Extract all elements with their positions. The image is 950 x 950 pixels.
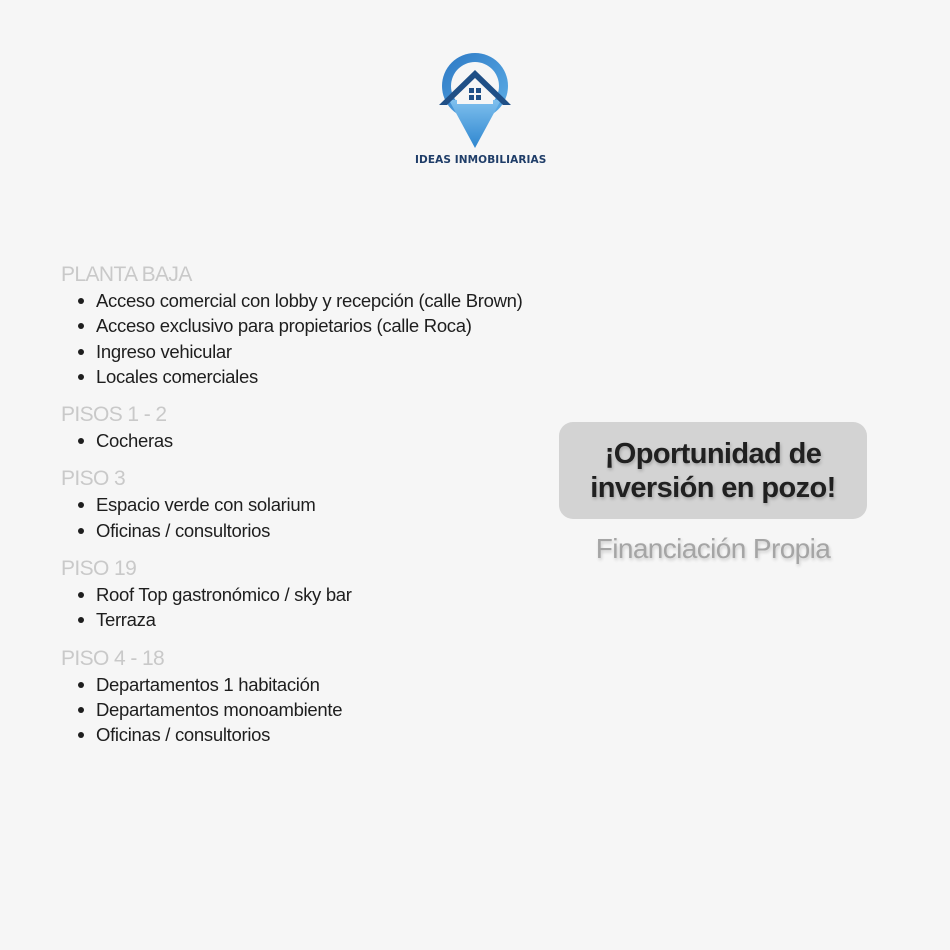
section-piso-3 [61,466,601,543]
feature-list [61,288,601,389]
feature-list [61,492,601,543]
section-title: PLANTA BAJA [61,263,192,286]
feature-list [61,428,601,453]
house-location-pin-icon [435,50,515,150]
feature-list [61,582,601,633]
list-item: Terraza [61,607,601,632]
list-item: Roof Top gastronómico / sky bar [61,582,601,607]
section-pisos-1-2 [61,402,601,453]
financing-subtitle: Financiación Propia [595,533,831,564]
section-piso-19 [61,556,601,633]
list-item: Ingreso vehicular [61,339,601,364]
list-item: Departamentos monoambiente [61,697,601,722]
brand-name: IDEAS INMOBILIARIAS [415,154,547,166]
section-title: PISOS 1 - 2 [61,403,167,427]
section-planta-baja [61,262,601,389]
logo [415,50,547,166]
feature-list [61,672,601,748]
headline-line-2: inversión en pozo! [590,471,836,504]
investment-opportunity-banner [559,422,867,519]
section-title: PISO 4 - 18 [61,646,165,670]
floor-sections [61,262,601,761]
list-item: Espacio verde con solarium [61,492,601,517]
list-item: Oficinas / consultorios [61,518,601,543]
banner-headline [590,437,835,505]
list-item: Locales comerciales [61,364,601,389]
list-item: Acceso comercial con lobby y recepción (calle Brown) [61,288,601,313]
section-title: PISO 3 [61,467,126,491]
list-item: Departamentos 1 habitación [61,672,601,697]
list-item: Cocheras [61,428,601,453]
section-piso-4-18 [61,646,601,748]
list-item: Oficinas / consultorios [61,722,601,747]
section-title: PISO 19 [61,557,137,581]
list-item: Acceso exclusivo para propietarios (calle Roca) [61,313,601,338]
headline-line-1: ¡Oportunidad de [604,437,822,470]
